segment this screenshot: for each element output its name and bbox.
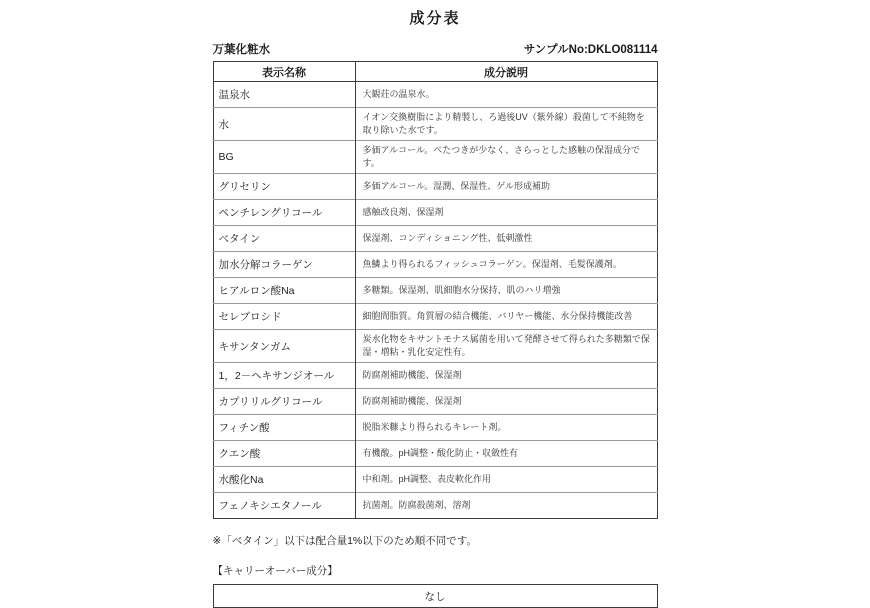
ingredient-description: 細胞間脂質。角質層の結合機能、バリヤー機能、水分保持機能改善 (355, 304, 657, 330)
table-row (213, 226, 657, 252)
page-title: 成分表 (409, 10, 461, 27)
betaine-order-footnote: ※「ベタイン」以下は配合量1%以下のため順不同です。 (212, 535, 477, 548)
ingredient-description: 多価アルコール。湿潤、保湿性、ゲル形成補助 (355, 174, 657, 200)
ingredient-name: フェノキシエタノール (213, 493, 355, 519)
table-row (213, 304, 657, 330)
table-row (213, 141, 657, 174)
meta-row (213, 41, 658, 57)
column-header-description: 成分説明 (355, 62, 657, 82)
carryover-section-label: 【キャリーオーバー成分】 (212, 565, 338, 578)
ingredient-description: 防腐剤補助機能、保湿剤 (355, 389, 657, 415)
table-row (213, 330, 657, 363)
ingredient-description: 中和剤。pH調整、表皮軟化作用 (355, 467, 657, 493)
table-row (213, 108, 657, 141)
ingredients-tbody (213, 82, 657, 519)
ingredient-description: 脱脂米糠より得られるキレート剤。 (355, 415, 657, 441)
table-row (213, 467, 657, 493)
ingredient-description: 感触改良剤、保湿剤 (355, 200, 657, 226)
ingredient-document (213, 7, 658, 608)
product-name: 万葉化粧水 (212, 44, 270, 56)
ingredient-description: 防腐剤補助機能、保湿剤 (355, 363, 657, 389)
ingredient-description: 抗菌剤。防腐殺菌剤、溶剤 (355, 493, 657, 519)
table-row (213, 363, 657, 389)
ingredients-table (213, 61, 658, 519)
ingredient-description: 保湿剤、コンディショニング性、低刺激性 (355, 226, 657, 252)
ingredient-description: 炭水化物をキサントモナス属菌を用いて発酵させて得られた多糖類で保湿・増粘・乳化安定性有。 (355, 330, 657, 363)
ingredient-description: 魚鱗より得られるフィッシュコラーゲン。保湿剤、毛髪保護剤。 (355, 252, 657, 278)
ingredient-name: 水 (213, 108, 355, 141)
ingredient-name: キサンタンガム (213, 330, 355, 363)
carryover-box (213, 584, 658, 608)
ingredient-description: 有機酸。pH調整・酸化防止・収斂性有 (355, 441, 657, 467)
table-row (213, 174, 657, 200)
ingredient-name: 加水分解コラーゲン (213, 252, 355, 278)
table-header-row (213, 62, 657, 82)
table-row (213, 441, 657, 467)
sample-number: サンプルNo:DKLO081114 (523, 44, 658, 56)
ingredient-description: 多糖類。保湿剤、肌細胞水分保持、肌のハリ増強 (355, 278, 657, 304)
table-row (213, 493, 657, 519)
ingredient-name: BG (213, 141, 355, 174)
ingredient-name: ベタイン (213, 226, 355, 252)
ingredient-name: グリセリン (213, 174, 355, 200)
ingredient-name: セレブロシド (213, 304, 355, 330)
table-row (213, 252, 657, 278)
ingredient-name: 温泉水 (213, 82, 355, 108)
ingredient-name: 水酸化Na (213, 467, 355, 493)
ingredient-name: ペンチレングリコール (213, 200, 355, 226)
table-row (213, 200, 657, 226)
ingredient-description: 多価アルコール。べたつきが少なく、さらっとした感触の保湿成分です。 (355, 141, 657, 174)
ingredient-description: 大観荘の温泉水。 (362, 88, 435, 99)
column-header-display-name: 表示名称 (213, 62, 355, 82)
ingredient-name: カプリリルグリコール (213, 389, 355, 415)
table-row (213, 82, 657, 108)
ingredient-name: 1，2－ヘキサンジオール (213, 363, 355, 389)
ingredient-name: クエン酸 (213, 441, 355, 467)
ingredient-description: イオン交換樹脂により精製し、ろ過後UV（紫外線）殺菌して不純物を取り除いた水です。 (355, 108, 657, 141)
table-row (213, 278, 657, 304)
ingredient-name: ヒアルロン酸Na (213, 278, 355, 304)
table-row (213, 389, 657, 415)
table-row (213, 415, 657, 441)
ingredient-name: フィチン酸 (213, 415, 355, 441)
carryover-value: なし (424, 590, 446, 603)
